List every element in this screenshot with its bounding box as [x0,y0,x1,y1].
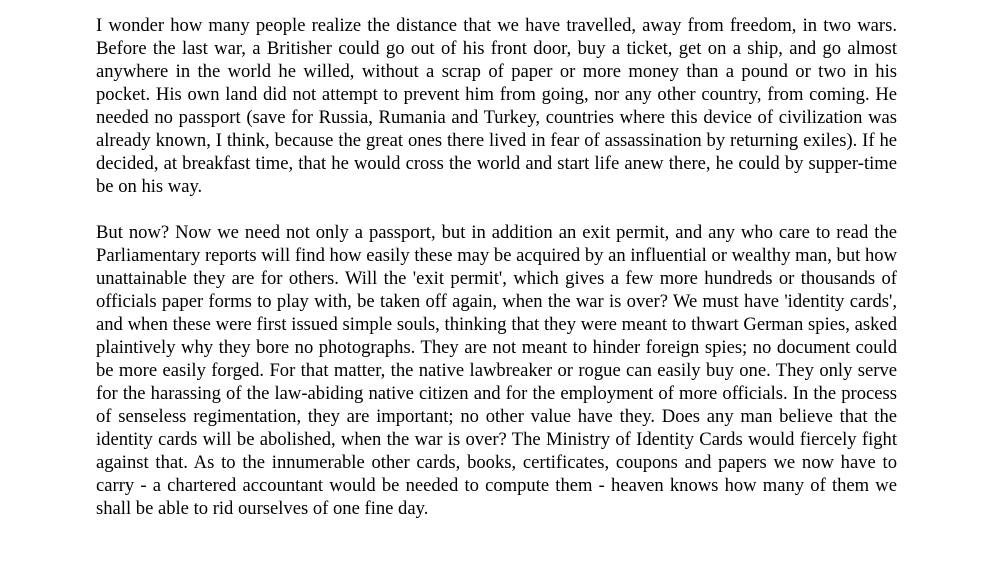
document-body [96,14,897,520]
paragraph-1: I wonder how many people realize the distance that we have travelled, away from freedom, in two wars. Before the last war, a Britisher could go out of his front door, buy a ticket, get on a ship, and go almost anywhere in the world he willed, without a scrap of paper or more money than a pound or two in his pocket. His own land did not attempt to prevent him from going, nor any other country, from coming. He needed no passport (save for Russia, Rumania and Turkey, countries where this device of civilization was already known, I think, because the great ones there lived in fear of assassination by returning exiles). If he decided, at breakfast time, that he would cross the world and start life anew there, he could by supper-time be on his way. [96,15,897,197]
paragraph-2: But now? Now we need not only a passport, but in addition an exit permit, and any who care to read the Parliamentary reports will find how easily these may be acquired by an influential or wealthy man, but how unattainable they are for others. Will the 'exit permit', which gives a few more hundreds or thousands of officials paper forms to play with, be taken off again, when the war is over? We must have 'identity cards', and when these were first issued simple souls, thinking that they were meant to thwart German spies, asked plaintively why they bore no photographs. They are not meant to hinder foreign spies; no document could be more easily forged. For that matter, the native lawbreaker or rogue can easily buy one. They only serve for the harassing of the law-abiding native citizen and for the employment of more officials. In the process of senseless regimentation, they are important; no other value have they. Does any man believe that the identity cards will be abolished, when the war is over? The Ministry of Identity Cards would fiercely fight against that. As to the innumerable other cards, books, certificates, coupons and papers we now have to carry - a chartered accountant would be needed to compute them - heaven knows how many of them we shall be able to rid ourselves of one fine day. [96,222,897,519]
